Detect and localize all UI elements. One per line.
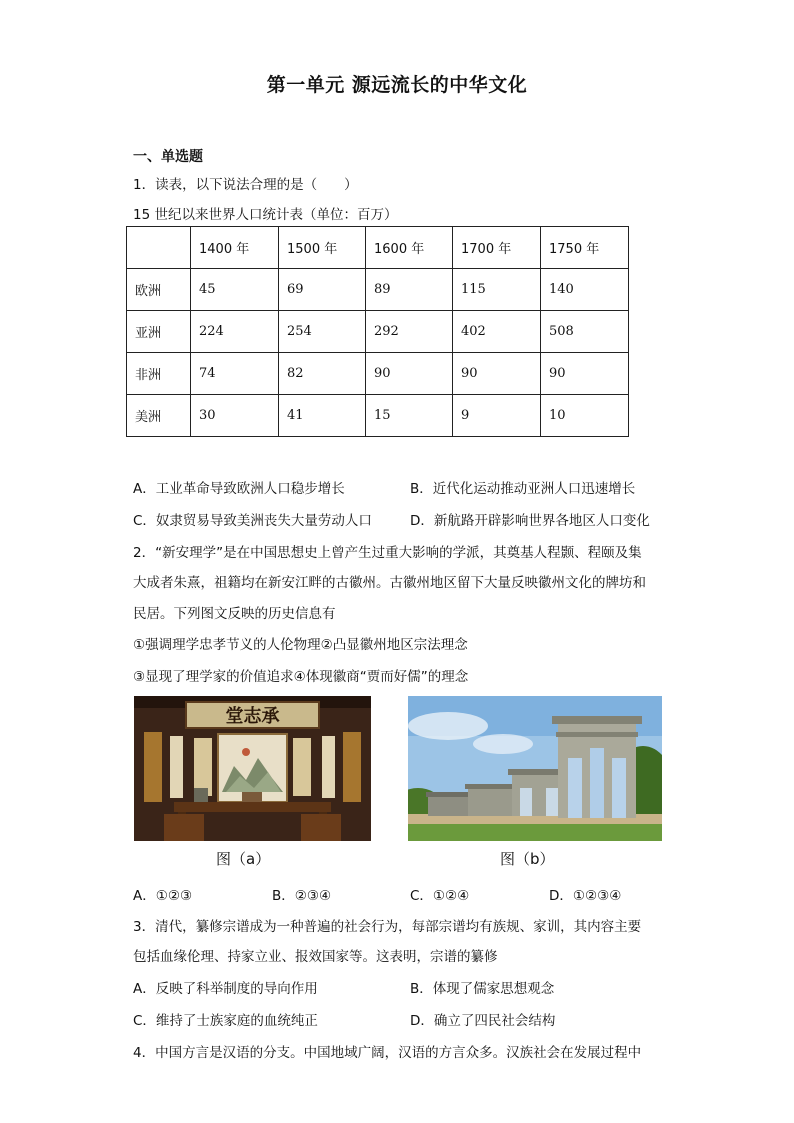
q2-option-b: B．②③④ [272,888,332,904]
table-header-row [127,227,629,269]
table-cell: 45 [191,269,279,311]
q3-line-2: 包括血缘伦理、持家立业、报效国家等。这表明，宗谱的纂修 [133,949,498,965]
table-cell: 亚洲 [127,311,191,353]
table-cell: 1500 年 [279,227,366,269]
hall-illustration [134,696,371,841]
table-cell: 140 [541,269,629,311]
q2-line-1: 2．“新安理学”是在中国思想史上曾产生过重大影响的学派，其奠基人程颢、程颐及集 [133,545,642,561]
table-row [127,311,629,353]
section-heading: 一、单选题 [133,149,203,165]
table-cell: 90 [366,353,453,395]
table-cell: 9 [453,395,541,437]
q2-option-c: C．①②④ [410,888,470,904]
q2-line-2: 大成者朱熹，祖籍均在新安江畔的古徽州。古徽州地区留下大量反映徽州文化的牌坊和 [133,575,646,591]
table-cell: 115 [453,269,541,311]
q1-option-a: A．工业革命导致欧洲人口稳步增长 [133,481,345,497]
q3-option-b: B．体现了儒家思想观念 [410,981,555,997]
figure-a-ancestral-hall [134,696,371,841]
table-cell: 90 [541,353,629,395]
q3-option-c: C．维持了士族家庭的血统纯正 [133,1013,318,1029]
table-row [127,395,629,437]
table-cell: 美洲 [127,395,191,437]
table-cell: 41 [279,395,366,437]
q1-stem: 1．读表，以下说法合理的是（ ） [133,177,358,193]
table-cell: 89 [366,269,453,311]
q3-option-a: A．反映了科举制度的导向作用 [133,981,318,997]
table-cell: 欧洲 [127,269,191,311]
table-cell: 508 [541,311,629,353]
plaque-text: 堂志承 [225,706,280,727]
table-row [127,353,629,395]
q2-statement-2: ③显现了理学家的价值追求④体现徽商“贾而好儒”的理念 [133,669,469,685]
q1-option-d: D．新航路开辟影响世界各地区人口变化 [410,513,650,529]
table-cell: 292 [366,311,453,353]
q2-line-3: 民居。下列图文反映的历史信息有 [133,606,336,622]
q2-statement-1: ①强调理学忠孝节义的人伦物理②凸显徽州地区宗法理念 [133,637,468,653]
q1-option-b: B．近代化运动推动亚洲人口迅速增长 [410,481,636,497]
table-cell: 402 [453,311,541,353]
figure-b-caption: 图（b） [500,850,555,868]
table-cell: 1600 年 [366,227,453,269]
q1-table-title: 15 世纪以来世界人口统计表（单位：百万） [133,207,398,223]
table-cell: 74 [191,353,279,395]
table-cell: 1700 年 [453,227,541,269]
population-table [126,226,629,437]
table-cell: 1750 年 [541,227,629,269]
figure-b-memorial-archways [408,696,662,841]
table-cell: 15 [366,395,453,437]
table-cell: 224 [191,311,279,353]
q3-line-1: 3．清代，纂修宗谱成为一种普遍的社会行为，每部宗谱均有族规、家训，其内容主要 [133,919,642,935]
q4-line-1: 4．中国方言是汉语的分支。中国地域广阔，汉语的方言众多。汉族社会在发展过程中 [133,1045,642,1061]
page-title: 第一单元 源远流长的中华文化 [266,74,528,96]
table-cell: 1400 年 [191,227,279,269]
table-cell: 90 [453,353,541,395]
table-row [127,269,629,311]
table-cell: 82 [279,353,366,395]
q2-option-d: D．①②③④ [549,888,622,904]
archway-illustration [408,696,662,841]
table-cell: 10 [541,395,629,437]
table-cell: 254 [279,311,366,353]
q3-option-d: D．确立了四民社会结构 [410,1013,556,1029]
q1-option-c: C．奴隶贸易导致美洲丧失大量劳动人口 [133,513,372,529]
figure-a-caption: 图（a） [216,850,271,868]
table-cell: 非洲 [127,353,191,395]
q2-option-a: A．①②③ [133,888,193,904]
table-cell [127,227,191,269]
table-cell: 69 [279,269,366,311]
table-cell: 30 [191,395,279,437]
